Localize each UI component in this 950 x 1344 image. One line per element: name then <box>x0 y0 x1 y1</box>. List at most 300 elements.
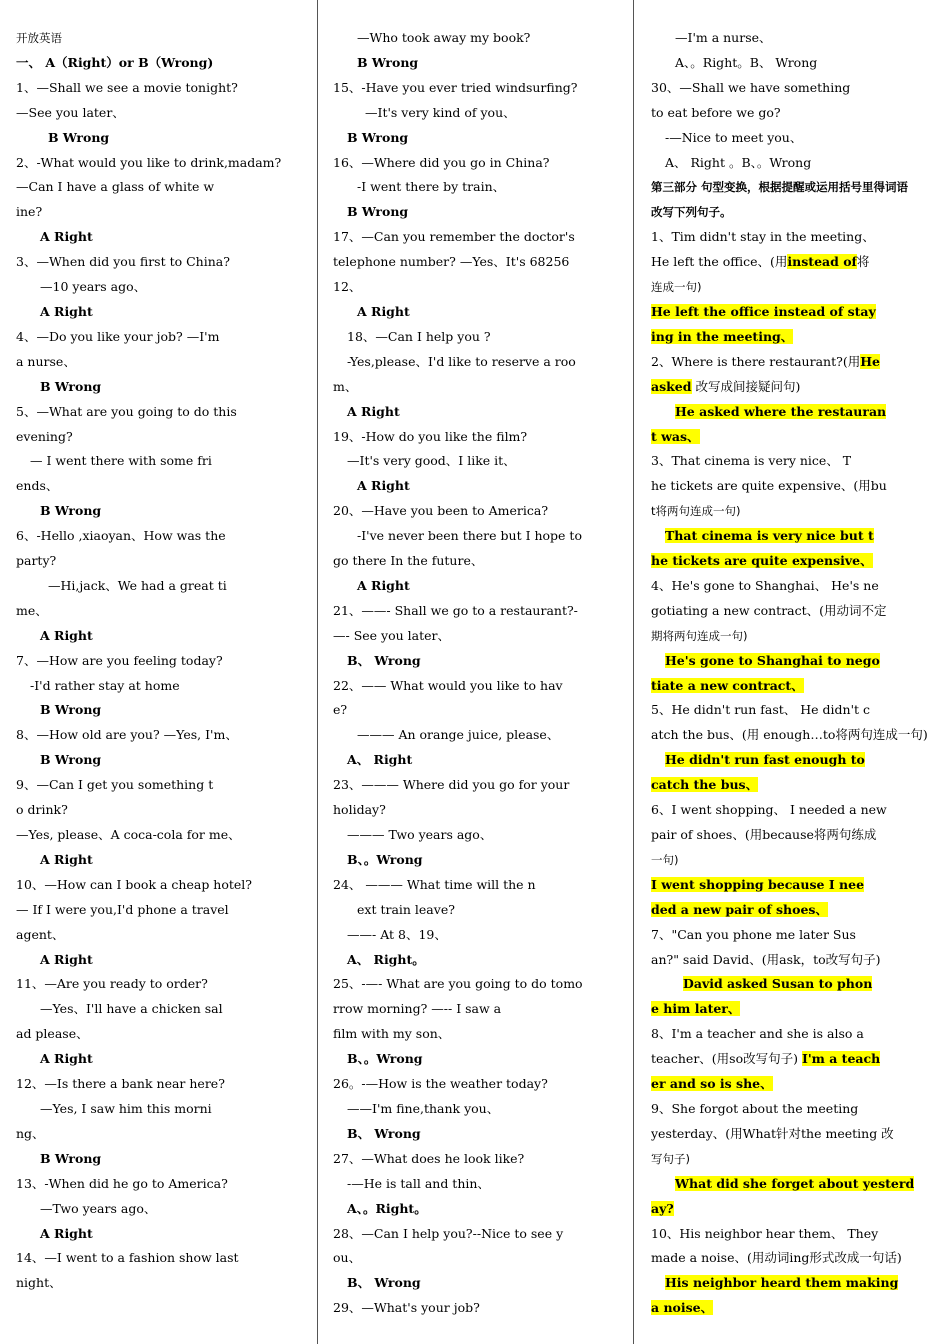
text-line <box>651 26 936 51</box>
text-segment: -—Nice to meet you、 <box>665 129 803 145</box>
text-segment: B Wrong <box>40 752 102 768</box>
text-segment: agent、 <box>16 926 65 942</box>
text-segment: —It's very good、I like it、 <box>347 453 516 469</box>
text-line <box>16 499 306 524</box>
text-line <box>333 300 621 325</box>
highlighted-text: instead of <box>787 254 857 270</box>
text-segment: A Right <box>357 577 410 593</box>
highlighted-answer: tiate a new contract、 <box>651 677 804 693</box>
text-segment: A Right <box>357 303 410 319</box>
text-segment: ——I'm fine,thank you、 <box>347 1100 500 1116</box>
text-segment: go there In the future、 <box>333 553 484 569</box>
text-segment: telephone number? —Yes、It's 68256 <box>333 254 570 270</box>
text-segment: teacher、(用so改写句子) <box>651 1051 802 1067</box>
highlighted-answer: He asked where the restauran <box>675 403 887 419</box>
text-segment: A、 Right <box>347 752 413 768</box>
text-line <box>333 350 621 375</box>
text-segment: 第三部分 句型变换，根据提醒或运用括号里得词语 <box>651 180 909 195</box>
highlighted-answer: He left the office instead of stay <box>651 303 876 319</box>
text-segment: he tickets are quite expensive、(用bu <box>651 478 887 494</box>
text-line <box>16 175 306 200</box>
text-segment: 开放英语 <box>16 31 62 45</box>
text-segment: 写句子) <box>651 1151 690 1166</box>
text-line <box>16 225 306 250</box>
text-segment: 17、—Can you remember the doctor's <box>333 229 575 245</box>
text-line <box>651 101 936 126</box>
text-line <box>333 898 621 923</box>
text-line <box>333 1022 621 1047</box>
text-segment: 1、Tim didn't stay in the meeting、 <box>651 229 875 245</box>
text-line <box>651 848 936 873</box>
text-segment: 24、 ——— What time will the n <box>333 876 536 892</box>
text-segment: —Hi,jack、We had a great ti <box>48 577 227 593</box>
text-line <box>333 474 621 499</box>
text-segment: — I went there with some fri <box>30 453 212 469</box>
text-line <box>651 400 936 425</box>
text-segment: B Wrong <box>40 378 102 394</box>
text-segment: —It's very kind of you、 <box>365 104 516 120</box>
text-segment: —Two years ago、 <box>40 1200 157 1216</box>
text-segment: —Yes, I saw him this morni <box>40 1100 212 1116</box>
text-line <box>651 624 936 649</box>
text-segment: -I'd rather stay at home <box>30 677 180 693</box>
text-line <box>16 624 306 649</box>
text-segment: A Right <box>357 478 410 494</box>
text-segment: B Wrong <box>347 204 409 220</box>
text-line <box>16 101 306 126</box>
text-segment: 9、She forgot about the meeting <box>651 1100 859 1116</box>
text-segment: A Right <box>40 303 93 319</box>
text-line <box>651 649 936 674</box>
text-line <box>651 375 936 400</box>
text-line <box>333 1246 621 1271</box>
text-line <box>16 574 306 599</box>
text-line <box>651 1222 936 1247</box>
highlighted-answer: What did she forget about yesterd <box>675 1175 915 1191</box>
text-line <box>651 51 936 76</box>
text-segment: 1、—Shall we see a movie tonight? <box>16 79 238 95</box>
text-line <box>16 51 306 76</box>
text-line <box>333 499 621 524</box>
text-line <box>651 474 936 499</box>
text-segment: ——— Two years ago、 <box>347 827 493 842</box>
text-segment: 2、-What would you like to drink,madam? <box>16 154 282 170</box>
text-line <box>16 1022 306 1047</box>
text-segment: A Right <box>40 951 93 967</box>
text-segment: night、 <box>16 1275 62 1291</box>
text-line <box>333 1147 621 1172</box>
text-line <box>16 250 306 275</box>
text-segment: 26。-—How is the weather today? <box>333 1076 548 1092</box>
text-line <box>333 1197 621 1222</box>
text-line <box>333 624 621 649</box>
text-segment: A、。Right。 <box>347 1200 427 1216</box>
text-segment: 13、-When did he go to America? <box>16 1175 228 1191</box>
highlighted-answer: e him later、 <box>651 1001 741 1017</box>
text-segment: party? <box>16 553 57 569</box>
text-line <box>333 649 621 674</box>
text-line <box>651 275 936 300</box>
text-line <box>651 1122 936 1147</box>
highlighted-text: He <box>860 353 880 369</box>
text-line <box>333 873 621 898</box>
text-segment: 4、—Do you like your job? —I'm <box>16 328 220 344</box>
text-segment: 11、—Are you ready to order? <box>16 976 208 992</box>
text-segment: —See you later、 <box>16 104 125 120</box>
highlighted-answer: catch the bus、 <box>651 777 759 793</box>
text-segment: —Who took away my book? <box>357 30 531 45</box>
text-line <box>16 200 306 225</box>
text-segment: 2、Where is there restaurant?(用 <box>651 353 861 369</box>
text-line <box>651 449 936 474</box>
text-line <box>651 574 936 599</box>
text-segment: 改写成间接疑问句) <box>691 378 801 394</box>
text-line <box>651 1271 936 1296</box>
column-left <box>16 26 306 1326</box>
text-line <box>16 873 306 898</box>
text-segment: B、。Wrong <box>347 1051 423 1067</box>
text-line <box>333 997 621 1022</box>
text-segment: 10、—How can I book a cheap hotel? <box>16 876 252 892</box>
text-line <box>333 26 621 51</box>
text-line <box>16 748 306 773</box>
text-line <box>16 524 306 549</box>
highlighted-answer: I went shopping because I nee <box>651 876 865 892</box>
text-line <box>333 425 621 450</box>
text-segment: B Wrong <box>48 129 110 145</box>
text-segment: ad please、 <box>16 1026 89 1042</box>
text-line <box>333 1072 621 1097</box>
text-segment: 7、"Can you phone me later Sus <box>651 926 856 942</box>
text-line <box>16 674 306 699</box>
text-segment: e? <box>333 702 348 718</box>
text-line <box>651 151 936 176</box>
text-segment: 改写下列句子。 <box>651 205 732 220</box>
text-segment: A Right <box>40 1051 93 1067</box>
text-segment: B Wrong <box>40 1150 102 1166</box>
text-line <box>16 300 306 325</box>
text-segment: — If I were you,I'd phone a travel <box>16 901 229 917</box>
text-line <box>333 972 621 997</box>
text-line <box>651 200 936 225</box>
text-line <box>16 848 306 873</box>
text-line <box>16 1147 306 1172</box>
text-line <box>651 923 936 948</box>
text-line <box>651 225 936 250</box>
text-line <box>651 972 936 997</box>
text-line <box>333 1222 621 1247</box>
text-line <box>16 126 306 151</box>
text-line <box>16 26 306 51</box>
text-segment: m、 <box>333 378 358 394</box>
text-line <box>651 524 936 549</box>
text-line <box>651 1296 936 1321</box>
text-line <box>333 175 621 200</box>
text-segment: to eat before we go? <box>651 104 781 120</box>
text-line <box>651 1047 936 1072</box>
text-line <box>651 175 936 200</box>
text-line <box>333 126 621 151</box>
text-segment: 一、 A（Right）or B（Wrong) <box>16 54 214 70</box>
text-line <box>333 151 621 176</box>
text-segment: -—He is tall and thin、 <box>347 1175 490 1191</box>
text-segment: 6、I went shopping、 I needed a new <box>651 802 887 818</box>
text-line <box>16 823 306 848</box>
highlighted-answer: he tickets are quite expensive、 <box>651 553 873 569</box>
text-line <box>333 275 621 300</box>
text-line <box>16 1097 306 1122</box>
text-line <box>16 1122 306 1147</box>
text-line <box>16 425 306 450</box>
text-segment: 4、He's gone to Shanghai、 He's ne <box>651 577 879 593</box>
text-line <box>333 325 621 350</box>
text-segment: 16、—Where did you go in China? <box>333 154 550 170</box>
text-segment: A Right <box>347 403 400 419</box>
text-line <box>333 1296 621 1321</box>
text-segment: B、。Wrong <box>347 851 423 867</box>
text-segment: B Wrong <box>40 503 102 519</box>
text-line <box>651 549 936 574</box>
text-line <box>651 1072 936 1097</box>
text-segment: -I've never been there but I hope to <box>357 528 582 544</box>
text-line <box>16 923 306 948</box>
highlighted-text: asked <box>651 378 692 394</box>
text-segment: pair of shoes、(用because将两句练成 <box>651 827 877 842</box>
text-segment: B、 Wrong <box>347 652 421 668</box>
text-line <box>16 948 306 973</box>
text-line <box>651 723 936 748</box>
highlighted-answer: ay? <box>651 1200 674 1216</box>
text-line <box>16 449 306 474</box>
text-line <box>333 1047 621 1072</box>
text-line <box>16 1047 306 1072</box>
text-line <box>333 723 621 748</box>
text-line <box>651 325 936 350</box>
column-right <box>651 26 936 1326</box>
text-line <box>651 300 936 325</box>
highlighted-answer: ing in the meeting、 <box>651 328 794 344</box>
text-segment: 27、—What does he look like? <box>333 1150 525 1166</box>
text-segment: 23、——— Where did you go for your <box>333 777 570 793</box>
text-line <box>651 773 936 798</box>
highlighted-answer: His neighbor heard them making <box>665 1275 899 1291</box>
text-line <box>16 997 306 1022</box>
text-segment: o drink? <box>16 802 68 818</box>
text-segment: ext train leave? <box>357 901 455 917</box>
text-segment: 3、—When did you first to China? <box>16 254 230 270</box>
text-segment: 连成一句) <box>651 280 702 295</box>
text-segment: ng、 <box>16 1125 45 1141</box>
text-segment: 18、—Can I help you ? <box>347 328 491 344</box>
text-line <box>333 599 621 624</box>
text-segment: 21、——- Shall we go to a restaurant?- <box>333 602 578 618</box>
text-line <box>16 151 306 176</box>
text-segment: A、 Right 。B、。Wrong <box>665 154 812 170</box>
text-segment: holiday? <box>333 802 386 818</box>
text-segment: ends、 <box>16 478 59 494</box>
text-segment: A Right <box>40 1225 93 1241</box>
text-line <box>16 474 306 499</box>
text-line <box>333 524 621 549</box>
text-segment: 20、—Have you been to America? <box>333 503 549 519</box>
text-segment: 期将两句连成一句) <box>651 628 748 643</box>
text-segment: A Right <box>40 851 93 867</box>
text-segment: 25、-—- What are you going to do tomo <box>333 976 583 992</box>
text-segment: —- See you later、 <box>333 627 450 643</box>
text-segment: 30、—Shall we have something <box>651 79 851 95</box>
text-line <box>16 1271 306 1296</box>
text-segment: 8、I'm a teacher and she is also a <box>651 1026 864 1042</box>
text-line <box>651 997 936 1022</box>
text-segment: 将 <box>856 254 870 270</box>
text-line <box>333 1271 621 1296</box>
text-line <box>333 948 621 973</box>
text-segment: film with my son、 <box>333 1026 451 1042</box>
text-line <box>16 723 306 748</box>
text-segment: B Wrong <box>347 129 409 145</box>
text-segment: 7、—How are you feeling today? <box>16 652 223 668</box>
text-line <box>333 823 621 848</box>
text-line <box>333 574 621 599</box>
text-line <box>333 549 621 574</box>
column-middle <box>333 26 621 1326</box>
text-segment: A、。Right。B、 Wrong <box>675 54 818 70</box>
text-line <box>333 1097 621 1122</box>
text-line <box>16 400 306 425</box>
text-line <box>16 1072 306 1097</box>
text-line <box>333 449 621 474</box>
text-line <box>16 375 306 400</box>
text-segment: yesterday、(用What针对the meeting 改 <box>651 1125 894 1141</box>
highlighted-answer: er and so is she、 <box>651 1076 773 1092</box>
text-line <box>333 1122 621 1147</box>
text-line <box>333 798 621 823</box>
text-line <box>651 350 936 375</box>
text-line <box>333 698 621 723</box>
text-segment: ine? <box>16 204 43 220</box>
text-line <box>333 674 621 699</box>
text-line <box>333 848 621 873</box>
text-segment: me、 <box>16 602 48 618</box>
text-segment: ou、 <box>333 1250 362 1266</box>
text-line <box>333 225 621 250</box>
text-segment: —I'm a nurse、 <box>675 30 772 45</box>
highlighted-answer: That cinema is very nice but t <box>665 528 874 544</box>
text-segment: 29、—What's your job? <box>333 1300 480 1316</box>
text-line <box>333 101 621 126</box>
text-line <box>651 499 936 524</box>
text-segment: 9、—Can I get you something t <box>16 777 214 793</box>
text-line <box>16 1222 306 1247</box>
text-line <box>333 923 621 948</box>
text-segment: B Wrong <box>357 54 419 70</box>
text-segment: evening? <box>16 428 73 444</box>
text-line <box>651 748 936 773</box>
text-segment: 14、—I went to a fashion show last <box>16 1250 239 1266</box>
text-segment: a nurse、 <box>16 353 76 369</box>
text-segment: A Right <box>40 229 93 245</box>
text-segment: B Wrong <box>40 702 102 718</box>
text-line <box>333 773 621 798</box>
text-line <box>16 649 306 674</box>
text-segment: 5、—What are you going to do this <box>16 403 237 419</box>
text-line <box>333 748 621 773</box>
text-line <box>651 823 936 848</box>
text-line <box>651 1097 936 1122</box>
text-segment: 3、That cinema is very nice、 T <box>651 453 852 469</box>
column-divider <box>633 0 634 1344</box>
text-line <box>333 76 621 101</box>
text-segment: ——- At 8、19、 <box>347 926 447 942</box>
text-line <box>651 1147 936 1172</box>
text-segment: atch the bus、(用 enough…to将两句连成一句) <box>651 727 928 743</box>
text-line <box>651 698 936 723</box>
text-line <box>651 898 936 923</box>
text-segment: -I went there by train、 <box>357 179 506 195</box>
text-segment: 一句) <box>651 852 679 867</box>
text-segment: 19、-How do you like the film? <box>333 428 528 444</box>
text-segment: made a noise、(用动词ing形式改成一句话) <box>651 1250 902 1266</box>
highlighted-answer: a noise、 <box>651 1300 714 1316</box>
highlighted-answer: t was、 <box>651 428 700 444</box>
text-line <box>16 1246 306 1271</box>
text-segment: —Yes, please、A coca-cola for me、 <box>16 827 241 842</box>
text-line <box>651 1246 936 1271</box>
text-segment: He left the office、(用 <box>651 254 788 270</box>
text-segment: 8、—How old are you? —Yes, I'm、 <box>16 727 238 743</box>
highlighted-answer: He didn't run fast enough to <box>665 752 865 768</box>
text-segment: 5、He didn't run fast、 He didn't c <box>651 702 871 718</box>
text-segment: 15、-Have you ever tried windsurfing? <box>333 79 578 95</box>
text-line <box>333 200 621 225</box>
text-segment: B、 Wrong <box>347 1125 421 1141</box>
text-segment: 6、-Hello ,xiaoyan、How was the <box>16 528 226 544</box>
text-line <box>651 1172 936 1197</box>
text-segment: 10、His neighbor hear them、 They <box>651 1225 879 1241</box>
text-segment: —Can I have a glass of white w <box>16 179 215 195</box>
text-segment: B、 Wrong <box>347 1275 421 1291</box>
highlighted-text: I'm a teach <box>801 1051 881 1067</box>
text-segment: A Right <box>40 627 93 643</box>
text-segment: rrow morning? —-- I saw a <box>333 1001 502 1017</box>
text-line <box>651 1022 936 1047</box>
text-line <box>16 549 306 574</box>
text-segment: —Yes、I'll have a chicken sal <box>40 1001 223 1017</box>
text-line <box>651 1197 936 1222</box>
text-line <box>333 375 621 400</box>
text-line <box>333 400 621 425</box>
text-line <box>16 599 306 624</box>
text-line <box>16 1172 306 1197</box>
text-line <box>16 773 306 798</box>
highlighted-answer: He's gone to Shanghai to nego <box>665 652 880 668</box>
text-segment: —10 years ago、 <box>40 279 147 295</box>
text-line <box>16 325 306 350</box>
text-segment: gotiating a new contract、(用动词不定 <box>651 602 887 618</box>
text-line <box>651 250 936 275</box>
text-line <box>16 275 306 300</box>
text-line <box>651 948 936 973</box>
text-line <box>651 126 936 151</box>
text-line <box>651 674 936 699</box>
text-line <box>651 798 936 823</box>
highlighted-answer: David asked Susan to phon <box>683 976 873 992</box>
text-segment: 28、—Can I help you?--Nice to see y <box>333 1225 564 1241</box>
text-line <box>16 798 306 823</box>
text-line <box>333 51 621 76</box>
text-segment: 12、—Is there a bank near here? <box>16 1076 225 1092</box>
text-line <box>333 250 621 275</box>
